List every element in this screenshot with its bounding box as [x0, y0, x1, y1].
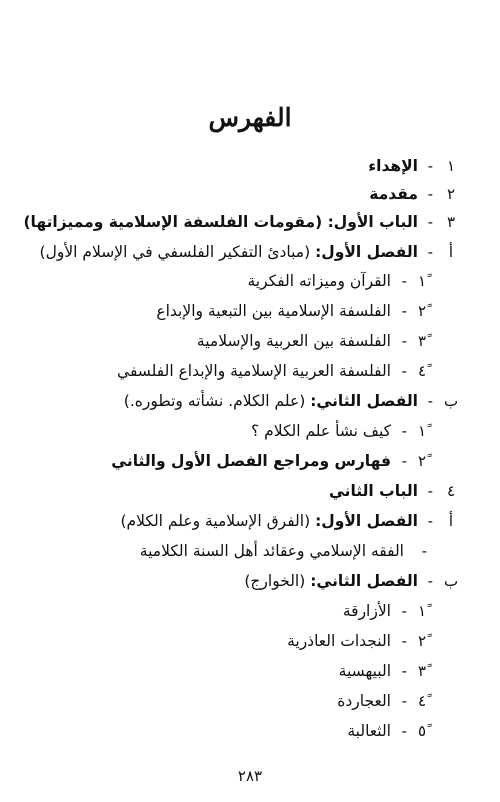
chapter-heading: الفصل الأول: [315, 512, 418, 530]
entry-number: ١ً [417, 602, 427, 620]
entry-dash: - [401, 302, 407, 320]
entry-letter: أ [448, 512, 454, 530]
entry-title: الأزارقة [342, 602, 391, 620]
entry-dash: - [427, 157, 433, 175]
entry-dash: - [427, 213, 433, 231]
toc-entry-chapter-two [0, 387, 500, 415]
entry-dash: - [427, 512, 433, 530]
toc-entry-philosophical-creativity [0, 357, 500, 385]
toc-entry-bayhasiyya [0, 657, 500, 685]
entry-letter: أ [448, 243, 454, 261]
toc-entry-kharijites [0, 567, 500, 595]
entry-title: النجدات العاذرية [287, 632, 391, 650]
toc-entry-azariqa [0, 597, 500, 625]
entry-dash: - [427, 185, 433, 203]
entry-title [121, 507, 419, 535]
entry-letter: ب [443, 572, 459, 590]
entry-number: ٣ً [417, 662, 427, 680]
toc-entry-dependency-creativity [0, 297, 500, 325]
entry-number: ٥ً [417, 722, 427, 740]
toc-entry-part-one [0, 208, 500, 236]
entry-dash: - [401, 722, 407, 740]
entry-dash: - [401, 602, 407, 620]
toc-entry-arab-islamic [0, 327, 500, 355]
entry-title: الفلسفة بين العربية والإسلامية [196, 332, 391, 350]
entry-number: ١ً [417, 422, 427, 440]
chapter-heading: الفصل الثاني: [310, 392, 418, 410]
chapter-subtitle: (الفرق الإسلامية وعلم الكلام) [120, 512, 311, 530]
entry-title: الفلسفة الإسلامية بين التبعية والإبداع [156, 302, 391, 320]
toc-entry-quran [0, 267, 500, 295]
entry-title [40, 238, 418, 266]
entry-dash: - [427, 572, 433, 590]
entry-title [244, 567, 418, 595]
entry-title: القرآن وميزاته الفكرية [247, 272, 391, 290]
entry-dash: - [401, 332, 407, 350]
toc-entry-jurisprudence [0, 537, 500, 565]
entry-dash: - [421, 542, 427, 560]
entry-title: العجاردة [337, 692, 391, 710]
entry-dash: - [401, 452, 407, 470]
toc-entry-introduction [0, 180, 500, 208]
toc-entry-chapter-one [0, 238, 500, 266]
entry-dash: - [427, 482, 433, 500]
page-title: الفهرس [208, 103, 292, 132]
toc-entry-ajarida [0, 687, 500, 715]
chapter-heading: الفصل الأول: [315, 243, 418, 261]
entry-number: ٢ً [417, 452, 427, 470]
entry-number: ١ [446, 157, 456, 175]
entry-number: ٤ً [417, 362, 427, 380]
toc-entry-kalam-origin [0, 417, 500, 445]
entry-dash: - [401, 692, 407, 710]
entry-title: فهارس ومراجع الفصل الأول والثاني [111, 452, 391, 470]
entry-dash: - [401, 422, 407, 440]
toc-entry-part-two [0, 477, 500, 505]
entry-dash: - [401, 662, 407, 680]
chapter-subtitle: (مبادئ التفكير الفلسفي في الإسلام الأول) [39, 243, 311, 261]
entry-title: كيف نشأ علم الكلام ؟ [250, 422, 391, 440]
entry-number: ٢ً [417, 302, 427, 320]
toc-entry-dedication [0, 152, 500, 180]
entry-number: ٤ [446, 482, 456, 500]
page-number: ٢٨٣ [237, 767, 263, 785]
entry-title: الباب الثاني [328, 482, 418, 500]
entry-dash: - [401, 632, 407, 650]
entry-title: الفقه الإسلامي وعقائد أهل السنة الكلامية [139, 542, 404, 560]
entry-title: الفلسفة العربية الإسلامية والإبداع الفلسفي [117, 362, 391, 380]
entry-letter: ب [443, 392, 459, 410]
entry-dash: - [401, 362, 407, 380]
entry-dash: - [427, 243, 433, 261]
toc-entry-part-two-chapter-one [0, 507, 500, 535]
entry-number: ٢ً [417, 632, 427, 650]
entry-dash: - [401, 272, 407, 290]
entry-title [124, 387, 418, 415]
chapter-subtitle: (علم الكلام. نشأته وتطوره.) [123, 392, 306, 410]
chapter-heading: الفصل الثاني: [310, 572, 418, 590]
entry-number: ١ً [417, 272, 427, 290]
toc-entry-najdat [0, 627, 500, 655]
entry-number: ٣ً [417, 332, 427, 350]
entry-number: ٢ [446, 185, 456, 203]
chapter-subtitle: (الخوارج) [244, 572, 306, 590]
entry-number: ٤ً [417, 692, 427, 710]
toc-entry-thaaliba [0, 717, 500, 745]
entry-number: ٣ [446, 213, 456, 231]
entry-title: الباب الأول: (مقومات الفلسفة الإسلامية ومميزاتها) [23, 213, 418, 231]
entry-title: الثعالبة [347, 722, 391, 740]
entry-dash: - [427, 392, 433, 410]
entry-title: البيهسية [338, 662, 391, 680]
toc-entry-indexes-references [0, 447, 500, 475]
entry-title: الإهداء [368, 157, 418, 175]
entry-title: مقدمة [369, 185, 418, 203]
